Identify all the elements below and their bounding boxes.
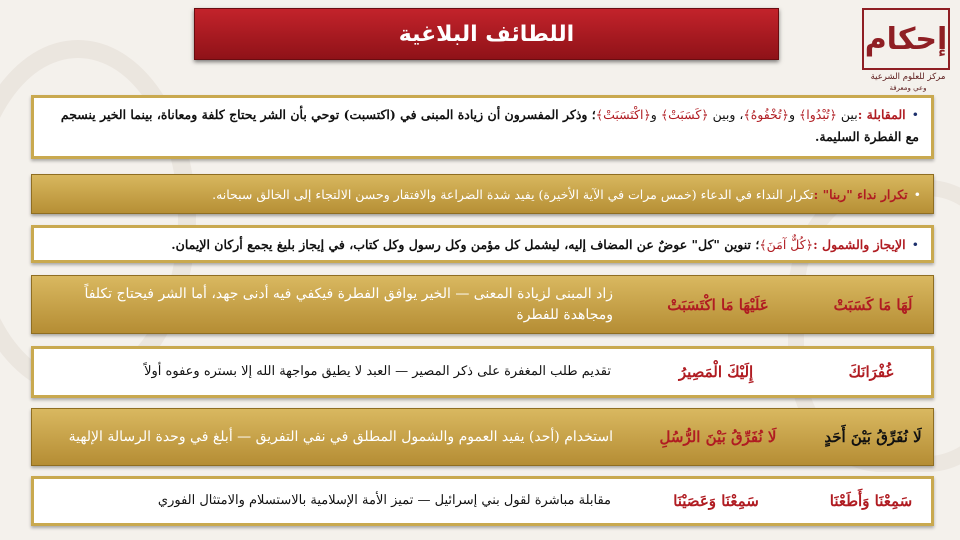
bullet-dot-icon: • (911, 237, 919, 252)
quran-quote: ﴿كُلٌّ آمَنَ﴾ (759, 237, 814, 252)
row-term: لَا نُفَرِّقُ بَيْنَ أَحَدٍ (824, 428, 922, 446)
bullet-text: و (788, 107, 799, 122)
row-note: مقابلة مباشرة لقول بني إسرائيل — تميز الأمة الإسلامية بالاستسلام والامتثال الفوري (157, 493, 611, 509)
quran-quote: ﴿كَسَبَتْ﴾ (660, 107, 709, 122)
bullet-body: تكرار النداء في الدعاء (خمس مرات في الآية الأخيرة) يفيد شدة الضراعة والافتقار وحسن الالتجاء إلى الخالق سبحانه. (212, 187, 814, 202)
logo-mark-text: إحكام (864, 21, 948, 57)
row-term: لَهَا مَا كَسَبَتْ (833, 295, 913, 314)
comparison-row (31, 476, 934, 526)
bullet-lead: المقابلة : (857, 107, 906, 122)
bullet-text: و (650, 107, 661, 122)
row-counter-term: عَلَيْهَا مَا اكْتَسَبَتْ (667, 295, 769, 314)
slide-title-text: اللطائف البلاغية (398, 21, 575, 47)
bullet-lead: تكرار نداء "ربنا" : (813, 187, 908, 202)
bullet-body: ؛ تنوين "كل" عوضٌ عن المضاف إليه، ليشمل كل مؤمن وكل رسول وكل كتاب، في إيجاز بليغ يجمع أركان الإيمان. (171, 237, 760, 252)
background-ornament-left (0, 40, 196, 396)
row-counter-term: لَا نُفَرِّقُ بَيْنَ الرُّسُلِ (659, 428, 777, 446)
row-note: زاد المبنى لزيادة المعنى — الخير يوافق الفطرة فيكفي فيه أدنى جهد، أما الشر فيحتاج تكلفاً ومجاهدة للفطرة (84, 285, 613, 323)
bullet-text: ، وبين (708, 107, 744, 122)
bullet-ijaz (31, 225, 934, 263)
quran-quote: ﴿تُبْدُوا﴾ (798, 107, 837, 122)
bullet-dot-icon: • (913, 187, 921, 202)
logo-line1: مركز للعلوم الشرعية (870, 72, 946, 82)
row-counter-term: إِلَيْكَ الْمَصِيرُ (678, 363, 754, 381)
row-note: تقديم طلب المغفرة على ذكر المصير — العبد لا يطيق مواجهة الله إلا بستره وعفوه أولاً (144, 364, 611, 380)
logo-mark (862, 8, 950, 70)
bullet-body: ؛ وذكر المفسرون أن زيادة المبنى في (اكتسبت) توحي بأن الشر يحتاج كلفة ومعاناة، بينما الخير ينسجم مع الفطرة السليمة. (60, 107, 919, 144)
bullet-repetition (31, 174, 934, 214)
quran-quote: ﴿اكْتَسَبَتْ﴾ (595, 107, 651, 122)
row-term: غُفْرَانَكَ (848, 363, 894, 381)
comparison-row (31, 346, 934, 398)
row-term: سَمِعْنَا وَأَطَعْنَا (829, 492, 913, 510)
quran-quote: ﴿تُخْفُوهُ﴾ (743, 107, 789, 122)
comparison-row (31, 275, 934, 334)
row-note: استخدام (أحد) يفيد العموم والشمول المطلق في نفي التفريق — أبلغ في وحدة الرسالة الإلهية (68, 428, 613, 445)
bullet-text: بين (836, 107, 858, 122)
bullet-muqabala (31, 95, 934, 159)
comparison-row (31, 408, 934, 466)
logo (864, 6, 954, 92)
logo-line2: وعي ومعرفة (889, 84, 927, 92)
row-counter-term: سَمِعْنَا وَعَصَيْنَا (673, 492, 759, 510)
bullet-dot-icon: • (911, 107, 919, 122)
bullet-lead: الإيجاز والشمول : (813, 237, 906, 252)
slide-title (194, 8, 779, 60)
